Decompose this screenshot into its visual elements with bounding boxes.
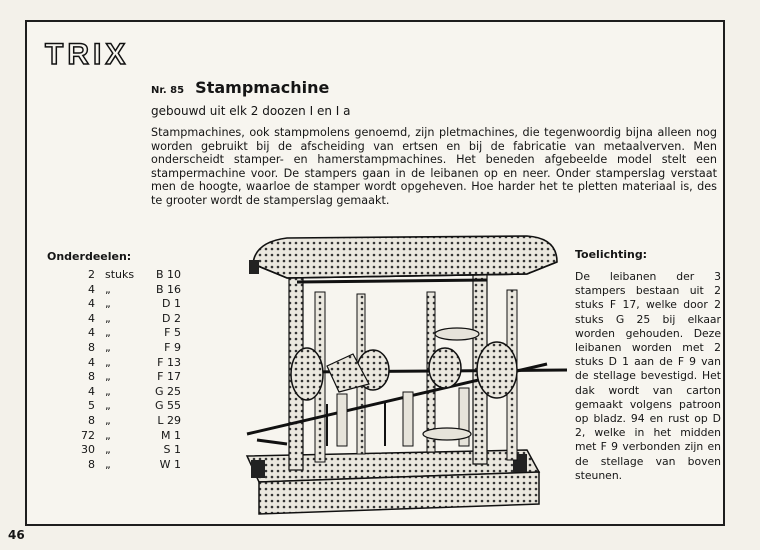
part-quantity: 8 (88, 413, 95, 427)
part-code: F 9 (164, 340, 181, 354)
model-subtitle: gebouwd uit elk 2 doozen I en I a (151, 104, 351, 118)
part-code: B 16 (155, 282, 181, 296)
parts-row (55, 429, 181, 444)
part-quantity: 8 (88, 370, 95, 384)
stamp-machine-illustration (227, 234, 567, 524)
parts-row (55, 326, 181, 341)
part-unit: „ (105, 428, 111, 442)
part-code: B 10 (155, 268, 181, 281)
part-quantity: 8 (88, 457, 95, 471)
parts-row (55, 458, 181, 473)
part-unit: „ (105, 282, 111, 296)
part-unit: „ (105, 340, 111, 354)
brand-logo: TRIX (45, 38, 130, 71)
part-unit: „ (105, 413, 111, 427)
part-code: W 1 (159, 457, 181, 471)
part-code: F 13 (157, 355, 181, 369)
part-code: S 1 (163, 443, 181, 457)
part-quantity: 2 (88, 268, 95, 281)
part-quantity: 4 (88, 311, 95, 325)
parts-row (55, 385, 181, 400)
model-heading (151, 78, 329, 97)
parts-list-title: Onderdeelen: (47, 250, 132, 263)
part-code: D 1 (162, 297, 181, 311)
parts-row (55, 399, 181, 414)
part-unit: „ (105, 326, 111, 340)
parts-row (55, 370, 181, 385)
parts-row (55, 268, 181, 283)
part-quantity: 4 (88, 355, 95, 369)
part-quantity: 30 (81, 443, 95, 457)
model-title: Stampmachine (195, 78, 330, 97)
part-unit: „ (105, 399, 111, 413)
parts-row (55, 283, 181, 298)
parts-row (55, 356, 181, 371)
parts-list (55, 268, 181, 472)
parts-row (55, 414, 181, 429)
part-unit: „ (105, 384, 111, 398)
explanation-title: Toelichting: (575, 248, 648, 261)
part-quantity: 8 (88, 340, 95, 354)
part-unit: „ (105, 297, 111, 311)
part-unit: „ (105, 355, 111, 369)
model-number: Nr. 85 (151, 85, 185, 96)
part-code: F 17 (157, 370, 181, 384)
part-unit: „ (105, 311, 111, 325)
page-number: 46 (8, 528, 25, 542)
part-code: L 29 (157, 413, 181, 427)
part-unit: „ (105, 370, 111, 384)
page-frame (25, 20, 725, 526)
part-code: F 5 (164, 326, 181, 340)
part-code: G 55 (154, 399, 181, 413)
parts-row (55, 341, 181, 356)
part-quantity: 4 (88, 282, 95, 296)
parts-row (55, 443, 181, 458)
parts-row (55, 297, 181, 312)
part-quantity: 4 (88, 384, 95, 398)
part-unit: „ (105, 457, 111, 471)
part-unit: „ (105, 443, 111, 457)
part-unit: stuks (105, 268, 135, 281)
explanation-text: De leibanen der 3 stampers bestaan uit 2 stuks F 17, welke door 2 stuks G 25 bij elkaar worden gehouden. Deze leibanen worden met 2 stuks D 1 aan de F 9 van de stellage bevestigd. Het dak wordt van carton gemaakt volgens patroon op bladz. 94 en rust op D 2, welke in het midden met F 9 verbonden zijn en de stellage van boven steunen. (575, 270, 721, 482)
part-quantity: 5 (88, 399, 95, 413)
intro-paragraph: Stampmachines, ook stampmolens genoemd, zijn pletmachines, die tegenwoordig bijna alleen nog worden gebruikt bij de afscheiding van ertsen en bij de fabricatie van metaalverven. Men onderscheidt stamper- en hamerstampmachines. Het beneden afgebeelde model stelt een stampermachine voor. De stampers gaan in de leibanen op en neer. Onder stamperslag verstaat men de hoogte, waarloe de stamper wordt opgeheven. Hoe harder het te pletten materiaal is, des te grooter wordt de stamperslag gemaakt. (151, 126, 717, 207)
part-quantity: 72 (81, 428, 95, 442)
part-code: G 25 (154, 384, 181, 398)
part-quantity: 4 (88, 297, 95, 311)
part-quantity: 4 (88, 326, 95, 340)
parts-row (55, 312, 181, 327)
part-code: M 1 (161, 428, 181, 442)
part-code: D 2 (162, 311, 181, 325)
